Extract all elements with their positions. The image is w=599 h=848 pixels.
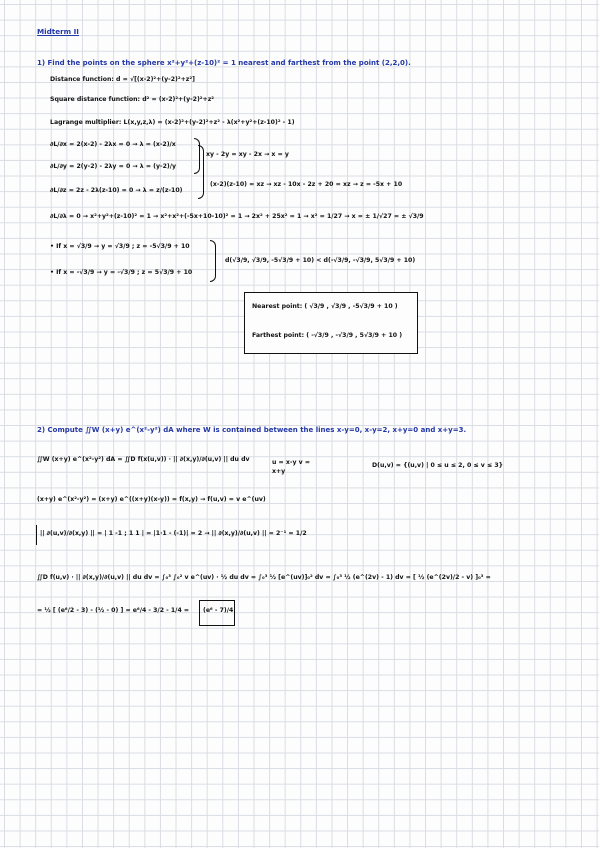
change-of-variables: ∬W (x+y) e^(x²-y²) dA = ∬D f(x(u,v)) · || ∂(x,y)/∂(u,v) || du dv — [37, 456, 250, 463]
distance-function: Distance function: d = √[(x-2)²+(y-2)²+z²] — [50, 76, 195, 83]
distance-comparison: d(√3/9, √3/9, -5√3/9 + 10) < d(-√3/9, -√3/9, 5√3/9 + 10) — [225, 257, 416, 264]
norm-bar-left — [36, 525, 37, 545]
equation-z: (x-2)(z-10) = xz → xz - 10x - 2z + 20 = xz → z = -5x + 10 — [210, 181, 403, 188]
square-distance-function: Square distance function: d² = (x-2)²+(y-2)²+z² — [50, 96, 215, 103]
uv-definition: u = x-y v = x+y — [272, 459, 311, 476]
partial-lambda: ∂L/∂λ = 0 → x²+y²+(z-10)² = 1 → x²+x²+(-5x+10-10)² = 1 → 2x² + 25x² = 1 → x² = 1/27 → x = ± 1/√27 = ± √3/9 — [50, 213, 424, 220]
answer-box-problem-1 — [244, 292, 418, 354]
brace-xz — [198, 145, 204, 199]
case-negative: • If x = -√3/9 → y = -√3/9 ; z = 5√3/9 + 10 — [50, 269, 193, 276]
nearest-point: Nearest point: ( √3/9 , √3/9 , -5√3/9 + 10 ) — [252, 303, 398, 310]
farthest-point: Farthest point: ( -√3/9 , -√3/9 , 5√3/9 + 10 ) — [252, 332, 403, 339]
problem-1-statement: 1) Find the points on the sphere x²+y²+(z-10)² = 1 nearest and farthest from the point (2,2,0). — [37, 59, 411, 67]
integral-evaluation: ∬D f(u,v) · || ∂(x,y)/∂(u,v) || du dv = ∫₀³ ∫₀² v e^(uv) · ½ du dv = ∫₀³ ½ [e^(uv)]₀² dv = ∫₀³ ½ (e^(2v) - 1) dv = [ ½ (e^(2v)/2 - v) ]₀³ = — [37, 574, 491, 581]
final-simplification: = ½ [ (e⁶/2 - 3) - (½ - 0) ] = e⁶/4 - 3/2 - 1/4 = — [37, 607, 190, 614]
final-answer: (e⁶ - 7)/4 — [203, 607, 234, 614]
case-positive: • If x = √3/9 → y = √3/9 ; z = -5√3/9 + 10 — [50, 243, 190, 250]
page-title: Midterm II — [37, 27, 79, 36]
problem-2-statement: 2) Compute ∬W (x+y) e^(x²-y²) dA where W is contained between the lines x-y=0, x-y=2, x+y=0 and x+y=3. — [37, 426, 467, 434]
function-transform: (x+y) e^(x²-y²) = (x+y) e^((x+y)(x-y)) = f(x,y) → f(u,v) = v e^(uv) — [37, 496, 266, 503]
partial-z: ∂L/∂z = 2z - 2λ(z-10) = 0 → λ = z/(z-10) — [50, 187, 183, 194]
integration-domain: D(u,v) = {(u,v) | 0 ≤ u ≤ 2, 0 ≤ v ≤ 3} — [372, 462, 504, 469]
partial-y: ∂L/∂y = 2(y-2) - 2λy = 0 → λ = (y-2)/y — [50, 163, 177, 170]
partial-x: ∂L/∂x = 2(x-2) - 2λx = 0 → λ = (x-2)/x — [50, 141, 176, 148]
jacobian: || ∂(u,v)/∂(x,y) || = | 1 -1 ; 1 1 | = |1·1 - (-1)| = 2 → || ∂(x,y)/∂(u,v) || = 2⁻¹ = 1/2 — [40, 530, 307, 537]
lagrange-multiplier: Lagrange multiplier: L(x,y,z,λ) = (x-2)²+(y-2)²+z² - λ(x²+y²+(z-10)² - 1) — [50, 119, 295, 126]
equation-x-equals-y: xy - 2y = xy - 2x → x = y — [206, 151, 289, 158]
brace-cases — [210, 240, 216, 282]
